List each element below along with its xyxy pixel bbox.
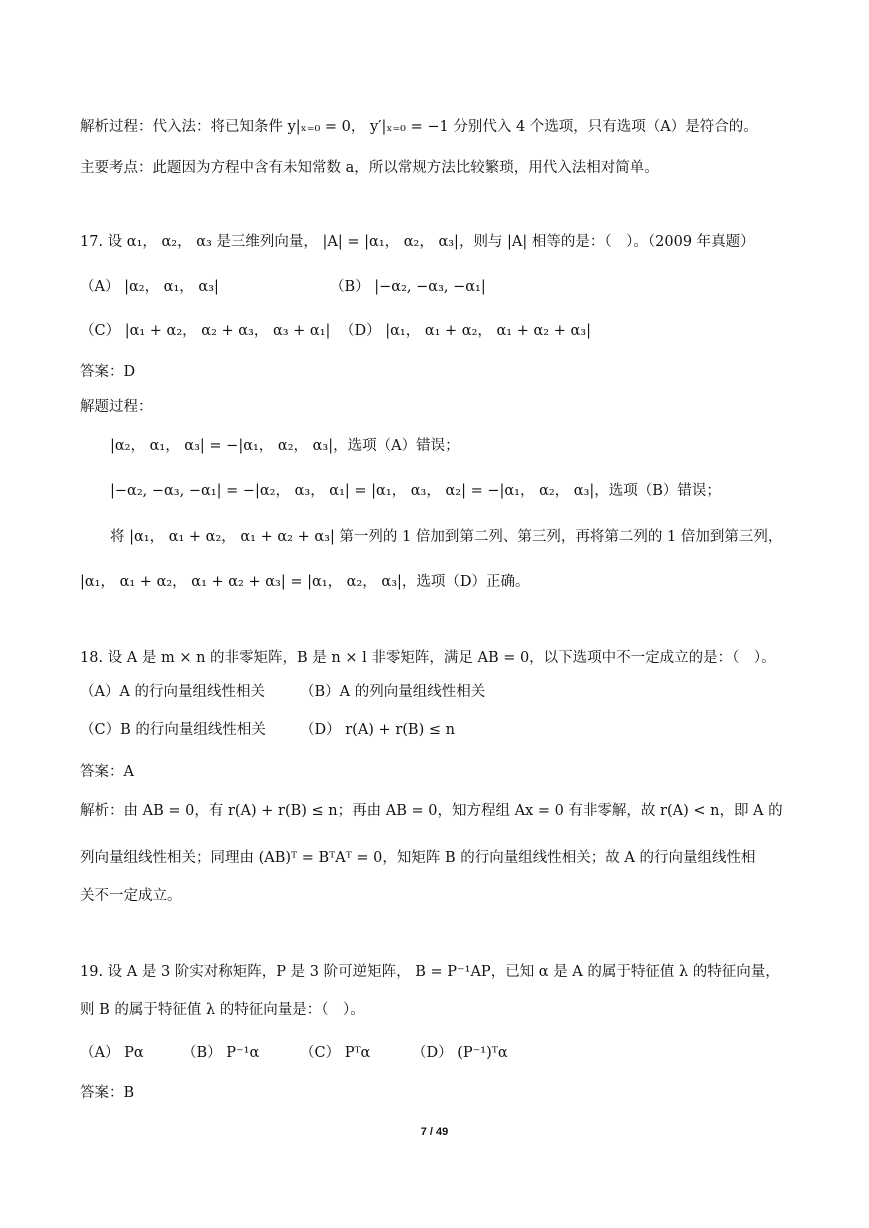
text-line-l5a: （C） |α₁ + α₂， α₂ + α₃， α₃ + α₁| xyxy=(80,323,331,339)
text-line-l14a: （C）B 的行向量组线性相关 xyxy=(80,722,266,738)
text-line-l4a: （A） |α₂， α₁， α₃| xyxy=(80,279,219,295)
text-line-l21b: （B） P⁻¹α xyxy=(182,1045,260,1061)
text-line-l18: 关不一定成立。 xyxy=(80,888,182,904)
text-line-l8: |α₂， α₁， α₃| = −|α₁， α₂， α₃|，选项（A）错误； xyxy=(110,438,460,454)
text-line-l6: 答案：D xyxy=(80,364,136,380)
text-line-l4b: （B） |−α₂, −α₃, −α₁| xyxy=(330,279,486,295)
text-line-l9: |−α₂, −α₃, −α₁| = −|α₂， α₃， α₁| = |α₁， α₃， α₂| = −|α₁， α₂， α₃|，选项（B）错误； xyxy=(110,483,721,499)
text-line-l15: 答案：A xyxy=(80,764,134,780)
text-line-l22: 答案：B xyxy=(80,1085,135,1101)
text-line-l17: 列向量组线性相关；同理由 (AB)ᵀ = BᵀAᵀ = 0，知矩阵 B 的行向量组线性相关；故 A 的行向量组线性相 xyxy=(80,850,756,866)
text-line-l7: 解题过程： xyxy=(80,399,153,415)
text-line-l21d: （D） (P⁻¹)ᵀα xyxy=(412,1045,508,1061)
text-line-l1: 解析过程：代入法：将已知条件 y|ₓ₌₀ = 0， y′|ₓ₌₀ = −1 分别代入 4 个选项，只有选项（A）是符合的。 xyxy=(80,119,758,135)
text-line-l3: 17. 设 α₁， α₂， α₃ 是三维列向量， |A| = |α₁， α₂， α₃|，则与 |A| 相等的是：（ ）。（2009 年真题） xyxy=(80,234,755,250)
text-line-l14b: （D） r(A) + r(B) ≤ n xyxy=(300,722,455,738)
text-line-l2: 主要考点：此题因为方程中含有未知常数 a，所以常规方法比较繁琐，用代入法相对简单。 xyxy=(80,160,659,176)
text-line-l5b: （D） |α₁， α₁ + α₂， α₁ + α₂ + α₃| xyxy=(340,323,591,339)
text-line-l10: 将 |α₁， α₁ + α₂， α₁ + α₂ + α₃| 第一列的 1 倍加到第二列、第三列，再将第二列的 1 倍加到第三列， xyxy=(110,529,783,545)
text-line-l13a: （A）A 的行向量组线性相关 xyxy=(80,684,266,700)
text-line-l12: 18. 设 A 是 m × n 的非零矩阵，B 是 n × l 非零矩阵，满足 AB = 0，以下选项中不一定成立的是：（ ）。 xyxy=(80,650,776,666)
text-line-l16: 解析：由 AB = 0，有 r(A) + r(B) ≤ n；再由 AB = 0，知方程组 Ax = 0 有非零解，故 r(A) < n，即 A 的 xyxy=(80,803,783,819)
text-line-l19: 19. 设 A 是 3 阶实对称矩阵，P 是 3 阶可逆矩阵， B = P⁻¹AP，已知 α 是 A 的属于特征值 λ 的特征向量， xyxy=(80,964,780,980)
text-line-l21a: （A） Pα xyxy=(80,1045,144,1061)
text-line-l11: |α₁， α₁ + α₂， α₁ + α₂ + α₃| = |α₁， α₂， α₃|，选项（D）正确。 xyxy=(80,574,530,590)
text-line-l21c: （C） Pᵀα xyxy=(300,1045,371,1061)
page-number: 7 / 49 xyxy=(420,1126,449,1138)
text-line-l13b: （B）A 的列向量组线性相关 xyxy=(300,684,486,700)
text-line-l20: 则 B 的属于特征值 λ 的特征向量是：（ ）。 xyxy=(80,1002,365,1018)
